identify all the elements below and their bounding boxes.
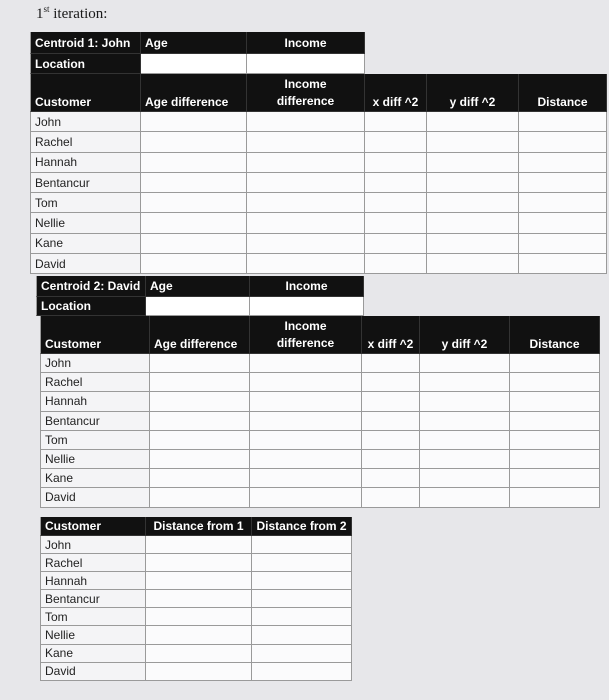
customer-name: Tom <box>40 431 150 450</box>
empty-cell[interactable] <box>427 132 519 152</box>
customer-name: Nellie <box>30 213 141 233</box>
customer-name: Nellie <box>40 450 150 469</box>
centroid-1-table <box>30 32 607 274</box>
iteration-heading: 1st iteration: <box>36 4 108 22</box>
empty-cell[interactable] <box>150 431 250 450</box>
table-row <box>40 431 600 450</box>
customer-name: Kane <box>30 234 141 254</box>
empty-cell[interactable] <box>362 392 420 411</box>
table-row <box>40 645 352 663</box>
table-row <box>30 234 607 254</box>
customer-name: Hannah <box>30 153 141 173</box>
customer-name: Rachel <box>40 373 150 392</box>
col-y-diff-sq: y diff ^2 <box>427 74 519 112</box>
table-row <box>30 213 607 233</box>
col-income-difference: Income difference <box>250 316 362 354</box>
col-distance: Distance <box>510 316 600 354</box>
empty-cell[interactable] <box>365 112 427 132</box>
empty-cell[interactable] <box>362 469 420 488</box>
empty-cell[interactable] <box>146 572 252 590</box>
empty-cell[interactable] <box>252 626 352 644</box>
customer-name: David <box>40 488 150 507</box>
table-row <box>40 450 600 469</box>
table-row <box>30 153 607 173</box>
table-row <box>40 608 352 626</box>
empty-cell[interactable] <box>150 412 250 431</box>
customer-name: Kane <box>40 469 150 488</box>
empty-cell[interactable] <box>252 590 352 608</box>
table-row <box>30 193 607 213</box>
empty-cell[interactable] <box>146 645 252 663</box>
customer-name: Tom <box>30 193 141 213</box>
col-y-diff-sq: y diff ^2 <box>420 316 510 354</box>
empty-cell[interactable] <box>252 554 352 572</box>
table-row <box>30 132 607 152</box>
centroid-2-income-value[interactable] <box>250 297 364 316</box>
customer-name: John <box>30 112 141 132</box>
empty-cell[interactable] <box>427 153 519 173</box>
summary-columns-row <box>40 517 352 536</box>
customer-name: Hannah <box>40 572 146 590</box>
customer-name: Tom <box>40 608 146 626</box>
table-row <box>40 626 352 644</box>
empty-cell[interactable] <box>146 554 252 572</box>
customer-name: Nellie <box>40 626 146 644</box>
table-row <box>40 354 600 373</box>
empty-cell[interactable] <box>146 663 252 681</box>
centroid-2-columns-row <box>40 316 600 354</box>
centroid-1-age-label: Age <box>141 32 247 54</box>
col-distance: Distance <box>519 74 607 112</box>
table-row <box>30 173 607 193</box>
customer-name: Rachel <box>30 132 141 152</box>
empty-cell[interactable] <box>365 254 427 274</box>
empty-cell[interactable] <box>519 173 607 193</box>
centroid-1-income-label: Income <box>247 32 365 54</box>
empty-cell[interactable] <box>250 392 362 411</box>
centroid-1-title: Centroid 1: John <box>30 32 141 54</box>
centroid-2-location-row <box>36 297 600 316</box>
distance-summary-table <box>40 517 352 681</box>
col-income-difference: Income difference <box>247 74 365 112</box>
table-row <box>40 572 352 590</box>
col-customer: Customer <box>40 517 146 536</box>
empty-cell[interactable] <box>365 234 427 254</box>
empty-cell[interactable] <box>519 213 607 233</box>
empty-cell[interactable] <box>510 469 600 488</box>
empty-cell[interactable] <box>247 234 365 254</box>
col-customer: Customer <box>30 74 141 112</box>
empty-cell[interactable] <box>247 193 365 213</box>
empty-cell[interactable] <box>146 590 252 608</box>
empty-cell[interactable] <box>141 153 247 173</box>
col-customer: Customer <box>40 316 150 354</box>
empty-cell[interactable] <box>427 254 519 274</box>
customer-name: John <box>40 354 150 373</box>
col-age-difference: Age difference <box>141 74 247 112</box>
empty-cell[interactable] <box>150 392 250 411</box>
empty-cell[interactable] <box>427 173 519 193</box>
centroid-1-income-value[interactable] <box>247 54 365 74</box>
empty-cell[interactable] <box>250 354 362 373</box>
customer-name: Bentancur <box>40 590 146 608</box>
table-row <box>40 488 600 507</box>
empty-cell[interactable] <box>365 213 427 233</box>
table-row <box>40 663 352 681</box>
empty-cell[interactable] <box>420 488 510 507</box>
empty-cell[interactable] <box>420 412 510 431</box>
empty-cell[interactable] <box>362 431 420 450</box>
empty-cell[interactable] <box>510 431 600 450</box>
empty-cell[interactable] <box>420 431 510 450</box>
empty-cell[interactable] <box>362 412 420 431</box>
customer-name: Bentancur <box>40 412 150 431</box>
empty-cell[interactable] <box>150 450 250 469</box>
centroid-1-location-label: Location <box>30 54 141 74</box>
table-row <box>30 112 607 132</box>
empty-cell[interactable] <box>420 469 510 488</box>
centroid-2-title: Centroid 2: David <box>36 276 146 297</box>
table-row <box>40 392 600 411</box>
empty-cell[interactable] <box>519 132 607 152</box>
empty-cell[interactable] <box>146 536 252 554</box>
centroid-2-income-label: Income <box>250 276 364 297</box>
empty-cell[interactable] <box>252 608 352 626</box>
customer-name: John <box>40 536 146 554</box>
empty-cell[interactable] <box>252 663 352 681</box>
empty-cell[interactable] <box>141 254 247 274</box>
empty-cell[interactable] <box>141 173 247 193</box>
empty-cell[interactable] <box>519 112 607 132</box>
empty-cell[interactable] <box>510 373 600 392</box>
empty-cell[interactable] <box>247 153 365 173</box>
col-age-difference: Age difference <box>150 316 250 354</box>
customer-name: Bentancur <box>30 173 141 193</box>
empty-cell[interactable] <box>427 234 519 254</box>
customer-name: Rachel <box>40 554 146 572</box>
empty-cell[interactable] <box>519 153 607 173</box>
empty-cell[interactable] <box>362 354 420 373</box>
empty-cell[interactable] <box>250 450 362 469</box>
centroid-2-age-value[interactable] <box>146 297 250 316</box>
empty-cell[interactable] <box>427 213 519 233</box>
empty-cell[interactable] <box>141 193 247 213</box>
empty-cell[interactable] <box>362 450 420 469</box>
empty-cell[interactable] <box>247 213 365 233</box>
empty-cell[interactable] <box>427 112 519 132</box>
table-row <box>40 554 352 572</box>
empty-cell[interactable] <box>247 254 365 274</box>
empty-cell[interactable] <box>510 354 600 373</box>
empty-cell[interactable] <box>252 645 352 663</box>
centroid-1-age-value[interactable] <box>141 54 247 74</box>
col-distance-from-2: Distance from 2 <box>252 517 352 536</box>
empty-cell[interactable] <box>420 373 510 392</box>
empty-cell[interactable] <box>150 469 250 488</box>
customer-name: David <box>40 663 146 681</box>
centroid-2-age-label: Age <box>146 276 250 297</box>
centroid-2-table <box>36 276 600 508</box>
table-row <box>40 536 352 554</box>
empty-cell[interactable] <box>150 373 250 392</box>
empty-cell[interactable] <box>420 450 510 469</box>
table-row <box>30 254 607 274</box>
empty-cell[interactable] <box>510 450 600 469</box>
empty-cell[interactable] <box>247 112 365 132</box>
centroid-1-header-row <box>30 32 607 54</box>
empty-cell[interactable] <box>141 213 247 233</box>
empty-cell[interactable] <box>365 173 427 193</box>
customer-name: Kane <box>40 645 146 663</box>
empty-cell[interactable] <box>519 193 607 213</box>
empty-cell[interactable] <box>247 132 365 152</box>
empty-cell[interactable] <box>250 469 362 488</box>
empty-cell[interactable] <box>252 572 352 590</box>
empty-cell[interactable] <box>252 536 352 554</box>
table-row <box>40 590 352 608</box>
empty-cell[interactable] <box>146 626 252 644</box>
empty-cell[interactable] <box>150 488 250 507</box>
customer-name: David <box>30 254 141 274</box>
col-x-diff-sq: x diff ^2 <box>362 316 420 354</box>
table-row <box>40 412 600 431</box>
empty-cell[interactable] <box>362 373 420 392</box>
centroid-2-header-row <box>36 276 600 297</box>
empty-cell[interactable] <box>250 412 362 431</box>
empty-cell[interactable] <box>150 354 250 373</box>
empty-cell[interactable] <box>510 412 600 431</box>
centroid-1-location-row <box>30 54 607 74</box>
empty-cell[interactable] <box>510 392 600 411</box>
empty-cell[interactable] <box>420 392 510 411</box>
empty-cell[interactable] <box>510 488 600 507</box>
empty-cell[interactable] <box>141 234 247 254</box>
empty-cell[interactable] <box>250 373 362 392</box>
empty-cell[interactable] <box>427 193 519 213</box>
empty-cell[interactable] <box>146 608 252 626</box>
empty-cell[interactable] <box>365 132 427 152</box>
customer-name: Hannah <box>40 392 150 411</box>
empty-cell[interactable] <box>365 193 427 213</box>
empty-cell[interactable] <box>141 112 247 132</box>
table-row <box>40 373 600 392</box>
empty-cell[interactable] <box>519 234 607 254</box>
empty-cell[interactable] <box>420 354 510 373</box>
col-distance-from-1: Distance from 1 <box>146 517 252 536</box>
empty-cell[interactable] <box>362 488 420 507</box>
centroid-1-columns-row <box>30 74 607 112</box>
centroid-2-location-label: Location <box>36 297 146 316</box>
col-x-diff-sq: x diff ^2 <box>365 74 427 112</box>
empty-cell[interactable] <box>519 254 607 274</box>
empty-cell[interactable] <box>365 153 427 173</box>
empty-cell[interactable] <box>250 488 362 507</box>
empty-cell[interactable] <box>141 132 247 152</box>
table-row <box>40 469 600 488</box>
empty-cell[interactable] <box>250 431 362 450</box>
empty-cell[interactable] <box>247 173 365 193</box>
